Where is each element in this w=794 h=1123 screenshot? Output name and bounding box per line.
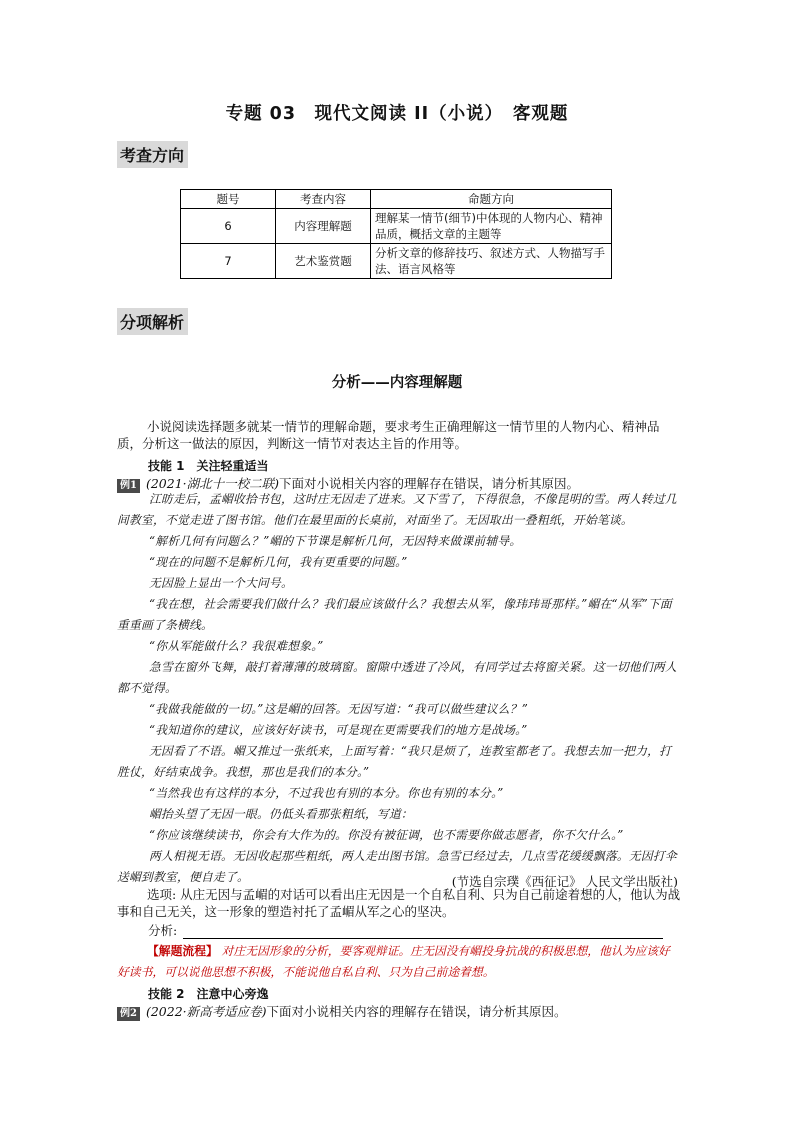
table-header-cell: 考查内容 xyxy=(276,190,371,209)
story-paragraph: 无因看了不语。嵋又推过一张纸来，上面写着：“我只是烦了，连教室都老了。我想去加一把力，打胜仗，好结束战争。我想，那也是我们的本分。” xyxy=(117,744,672,779)
skill-heading-2: 技能 2 注意中心旁逸 xyxy=(148,987,269,1001)
story-paragraph: “现在的问题不是解析几何，我有更重要的问题。” xyxy=(149,555,408,569)
table-header-cell: 命题方向 xyxy=(371,190,612,209)
table-header-row xyxy=(181,190,612,209)
example-question: 下面对小说相关内容的理解存在错误，请分析其原因。 xyxy=(279,476,580,491)
story-paragraph: “你从军能做什么？我很难想象。” xyxy=(149,639,324,653)
story-source: (节选自宗璞《西征记》 人民文学出版社) xyxy=(451,874,678,889)
page-title: 专题 03 现代文阅读 II（小说） 客观题 xyxy=(225,104,569,124)
example-tag: 例2 xyxy=(117,1007,140,1021)
story-paragraph: 江昉走后，孟嵋收拾书包，这时庄无因走了进来。又下雪了，下得很急，不像昆明的雪。两人转过几间教室，不觉走进了图书馆。他们在最里面的长桌前，对面坐了。无因取出一叠粗纸，开始笔谈。 xyxy=(117,492,677,527)
table-cell-content: 内容理解题 xyxy=(276,209,371,244)
story-paragraph: “我知道你的建议，应该好好读书，可是现在更需要我们的地方是战场。” xyxy=(149,723,528,737)
story-paragraph: “我在想，社会需要我们做什么？我们最应该做什么？我想去从军，像玮玮哥那样。”嵋在“从军”下面重重画了条横线。 xyxy=(117,597,672,632)
skill-heading-1: 技能 1 关注轻重适当 xyxy=(148,459,269,473)
example-source: (2022·新高考适应卷) xyxy=(145,1004,267,1019)
story-paragraph: 无因脸上显出一个大问号。 xyxy=(149,576,293,590)
table-cell-num: 7 xyxy=(181,244,276,279)
table-header-cell: 题号 xyxy=(181,190,276,209)
intro-paragraph: 小说阅读选择题多就某一情节的理解命题，要求考生正确理解这一情节里的人物内心、精神品质，分析这一做法的原因，判断这一情节对表达主旨的作用等。 xyxy=(117,419,660,451)
story-paragraph: “解析几何有问题么？”嵋的下节课是解析几何，无因特来做课前辅导。 xyxy=(149,534,522,548)
table-row xyxy=(181,209,612,244)
story-paragraph: “我做我能做的一切。”这是嵋的回答。无因写道：“我可以做些建议么？” xyxy=(149,702,528,716)
story-paragraph: 急雪在窗外飞舞，敲打着薄薄的玻璃窗。窗隙中透进了冷风，有同学过去将窗关紧。这一切他们两人都不觉得。 xyxy=(117,660,677,695)
story-excerpt xyxy=(117,489,677,888)
answer-block xyxy=(117,941,677,983)
story-paragraph: “你应该继续读书，你会有大作为的。你没有被征调，也不需要你做志愿者，你不欠什么。” xyxy=(149,828,624,842)
table-cell-direction: 理解某一情节(细节)中体现的人物内心、精神品质，概括文章的主题等 xyxy=(371,209,612,244)
analysis-label: 分析: xyxy=(148,923,178,938)
example-source: (2021·湖北十一校二联) xyxy=(145,476,280,491)
table-cell-direction: 分析文章的修辞技巧、叙述方式、人物描写手法、语言风格等 xyxy=(371,244,612,279)
table-cell-num: 6 xyxy=(181,209,276,244)
example-2 xyxy=(117,1002,682,1021)
story-paragraph: 两人相视无语。无因收起那些粗纸，两人走出图书馆。急雪已经过去，几点雪花缓缓飘落。无因打伞送嵋到教室，便自走了。 xyxy=(117,849,677,884)
story-paragraph: “当然我也有这样的本分，不过我也有别的本分。你也有别的本分。” xyxy=(149,786,504,800)
analysis-row xyxy=(148,921,663,939)
section-label-direction: 考查方向 xyxy=(117,141,188,168)
subheading: 分析——内容理解题 xyxy=(331,375,463,391)
example-tag: 例1 xyxy=(117,479,140,493)
answer-label: 【解题流程】 xyxy=(147,944,218,958)
example-question: 下面对小说相关内容的理解存在错误，请分析其原因。 xyxy=(266,1004,567,1019)
answer-text: 对庄无因形象的分析，要客观辩证。庄无因没有嵋投身抗战的积极思想，他认为应该好好读书，可以说他思想不积极，不能说他自私自利、只为自己前途着想。 xyxy=(117,944,670,979)
option-text: 选项: 从庄无因与孟嵋的对话可以看出庄无因是一个自私自利、只为自己前途着想的人，他认为战事和自己无关，这一形象的塑造衬托了孟嵋从军之心的坚决。 xyxy=(117,887,681,919)
table-cell-content: 艺术鉴赏题 xyxy=(276,244,371,279)
story-paragraph: 嵋抬头望了无因一眼。仍低头看那张粗纸，写道： xyxy=(149,807,413,821)
section-label-analysis: 分项解析 xyxy=(117,308,188,335)
analysis-blank-line[interactable] xyxy=(183,925,663,939)
exam-direction-table xyxy=(180,189,612,279)
table-row xyxy=(181,244,612,279)
